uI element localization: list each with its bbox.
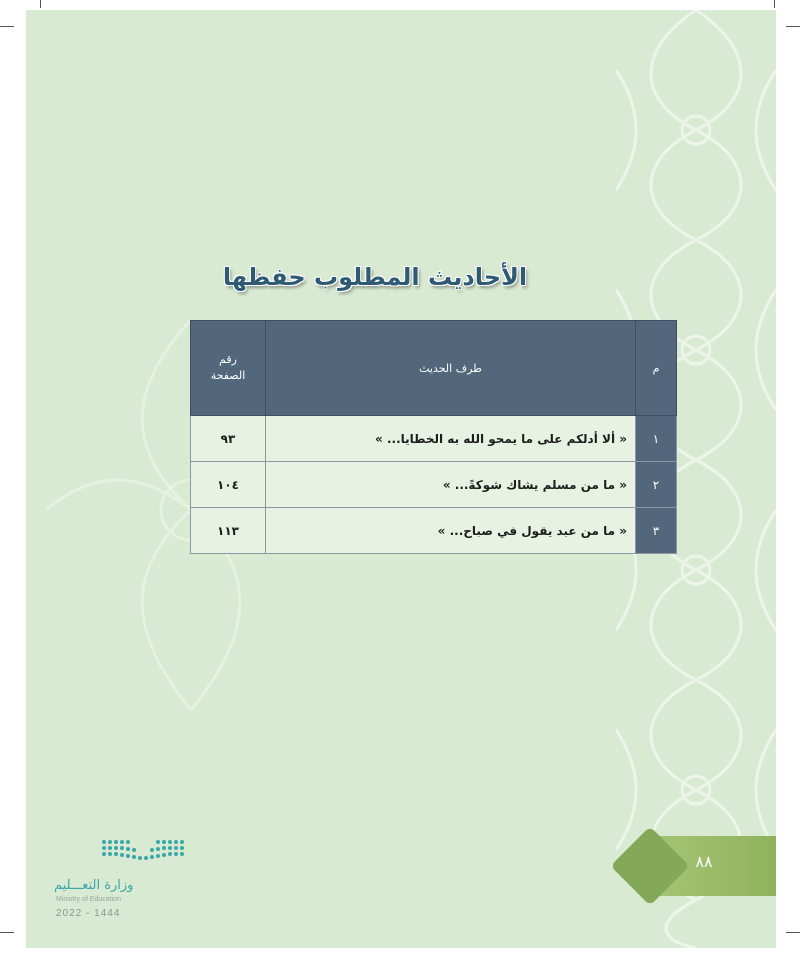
hadith-text: « ما من مسلم يشاك شوكةً... » bbox=[266, 462, 636, 508]
edition-year: 2022 - 1444 bbox=[56, 908, 121, 919]
ministry-name-arabic: وزارة التعـــليم bbox=[54, 878, 134, 893]
header-num: م bbox=[636, 321, 677, 416]
page-reference: ١١٣ bbox=[191, 508, 266, 554]
ministry-dots-icon bbox=[100, 836, 190, 872]
page-number: ٨٨ bbox=[695, 852, 713, 871]
ministry-logo bbox=[54, 836, 194, 926]
page-reference: ٩٣ bbox=[191, 416, 266, 462]
hadith-text: « ما من عبد يقول في صباح... » bbox=[266, 508, 636, 554]
ministry-name-english: Ministry of Education bbox=[56, 896, 121, 903]
crop-mark bbox=[0, 26, 14, 27]
crop-mark bbox=[0, 932, 14, 933]
table-row bbox=[191, 508, 677, 554]
row-number: ٣ bbox=[636, 508, 677, 554]
hadith-table bbox=[190, 320, 677, 554]
header-page bbox=[191, 321, 266, 416]
row-number: ٢ bbox=[636, 462, 677, 508]
crop-mark bbox=[786, 932, 800, 933]
row-number: ١ bbox=[636, 416, 677, 462]
table-row bbox=[191, 416, 677, 462]
page-reference: ١٠٤ bbox=[191, 462, 266, 508]
table-header-row bbox=[191, 321, 677, 416]
book-page bbox=[26, 10, 776, 948]
table-row bbox=[191, 462, 677, 508]
header-hadith: طرف الحديث bbox=[266, 321, 636, 416]
crop-mark bbox=[40, 0, 41, 8]
crop-mark bbox=[786, 26, 800, 27]
header-page-label: رقم الصفحة bbox=[210, 352, 246, 382]
page-title: الأحاديث المطلوب حفظها bbox=[222, 263, 528, 291]
crop-mark bbox=[774, 0, 775, 8]
hadith-text: « ألا أدلكم على ما يمحو الله به الخطايا... » bbox=[266, 416, 636, 462]
